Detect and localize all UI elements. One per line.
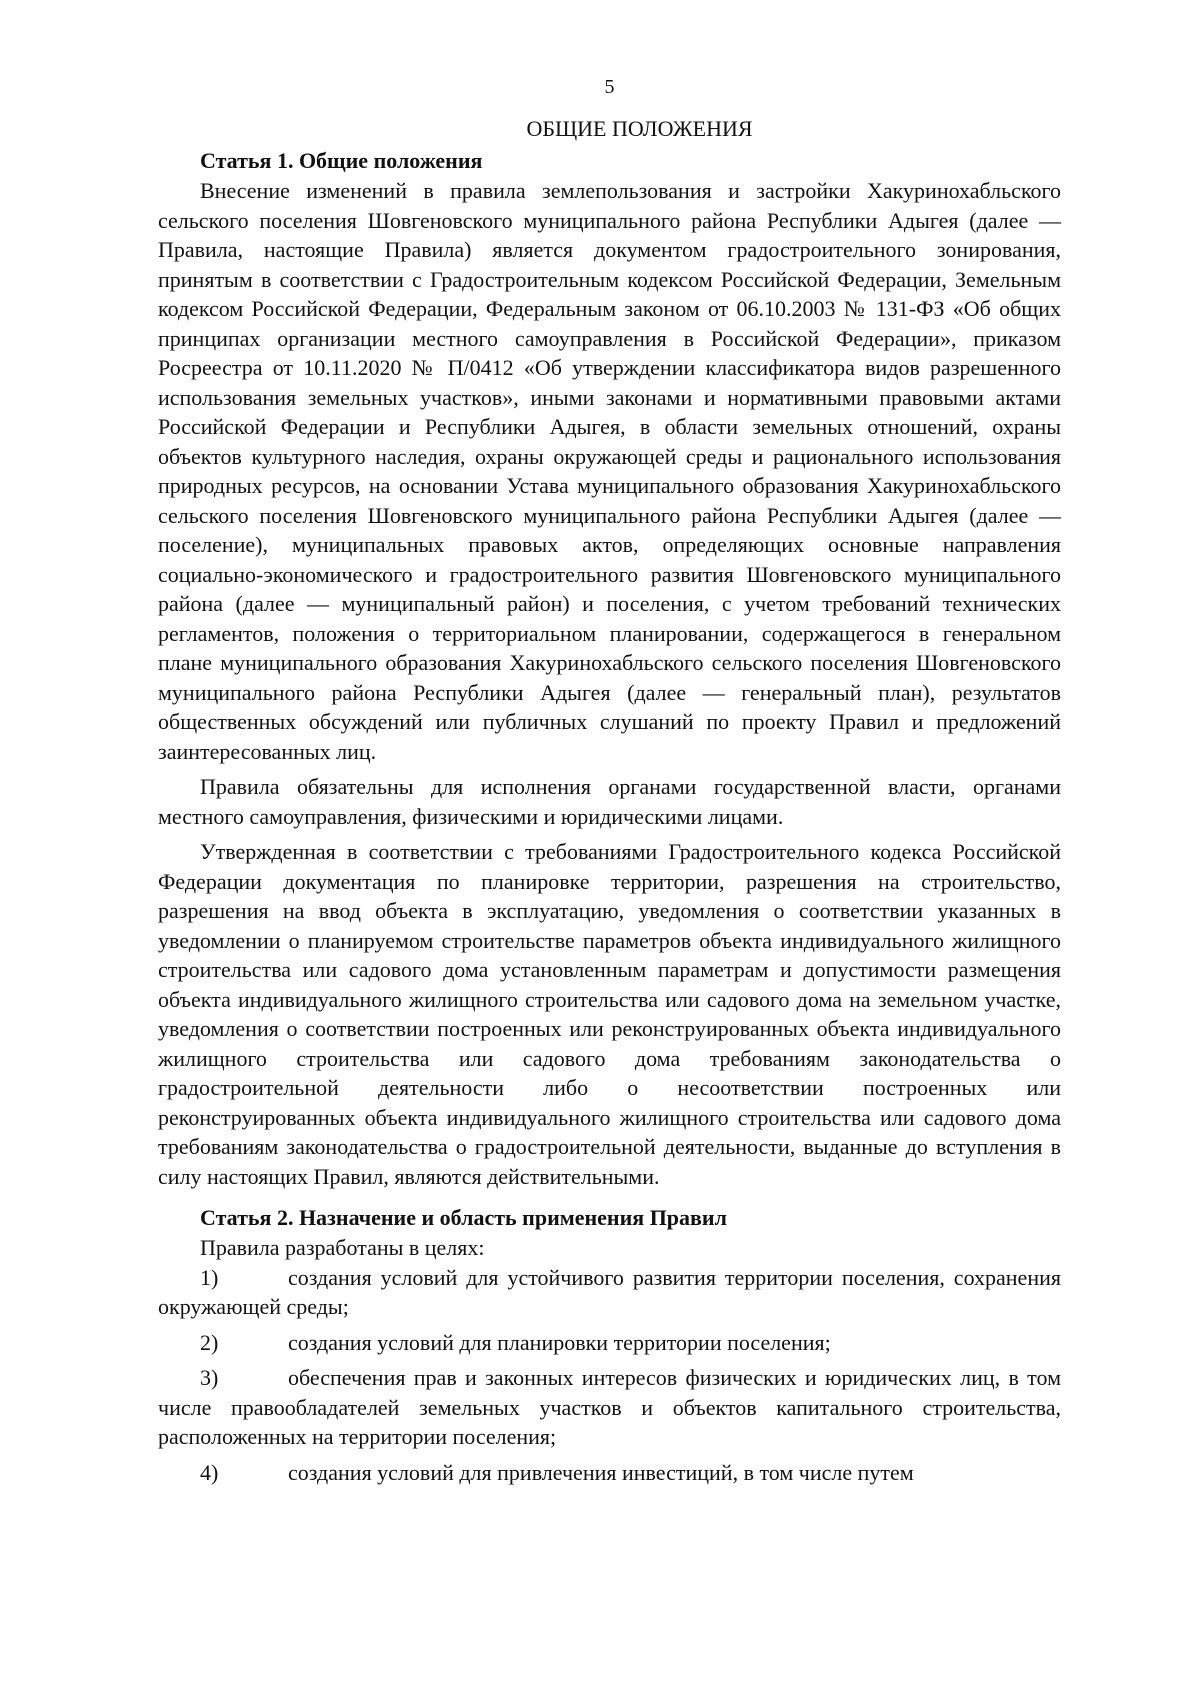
article-1-heading: Статья 1. Общие положения <box>200 148 483 173</box>
list-item <box>158 1458 1061 1488</box>
list-item <box>158 1263 1061 1322</box>
list-item-number: 4) <box>200 1459 219 1485</box>
list-item-number: 1) <box>200 1264 219 1290</box>
list-item-number: 2) <box>200 1329 219 1355</box>
page-number: 5 <box>604 76 615 98</box>
list-item-text: обеспечения прав и законных интересов физических и юридических лиц, в том числе правообладателей земельных участков и объектов капитального строительства, расположенных на территории поселения; <box>158 1365 1061 1449</box>
list-item <box>158 1328 1061 1358</box>
article-2-intro: Правила разработаны в целях: <box>200 1235 485 1260</box>
section-title: ОБЩИЕ ПОЛОЖЕНИЯ <box>526 116 753 141</box>
list-item <box>158 1363 1061 1452</box>
article-1-paragraph: Правила обязательны для исполнения органами государственной власти, органами местного самоуправления, физическими и юридическими лицами. <box>158 774 1061 829</box>
article-1-paragraph: Внесение изменений в правила землепользования и застройки Хакуринохабльского сельского поселения Шовгеновского муниципального района Республики Адыгея (далее — Правила, настоящие Правила) является документом градостроительного зонирования, принятым в соответствии с Градостроительным кодексом Российской Федерации, Земельным кодексом Российской Федерации, Федеральным законом от 06.10.2003 № 131-ФЗ «Об общих принципах организации местного самоуправления в Российской Федерации», приказом Росреестра от 10.11.2020 № П/0412 «Об утверждении классификатора видов разрешенного использования земельных участков», иными законами и нормативными правовыми актами Российской Федерации и Республики Адыгея, в области земельных отношений, охраны объектов культурного наследия, охраны окружающей среды и рационального использования природных ресурсов, на основании Устава муниципального образования Хакуринохабльского сельского поселения Шовгеновского муниципального района Республики Адыгея (далее — поселение), муниципальных правовых актов, определяющих основные направления социально-экономического и градостроительного развития Шовгеновского муниципального района (далее — муниципальный район) и поселения, с учетом требований технических регламентов, положения о территориальном планировании, содержащегося в генеральном плане муниципального образования Хакуринохабльского сельского поселения Шовгеновского муниципального района Республики Адыгея (далее — генеральный план), результатов общественных обсуждений или публичных слушаний по проекту Правил и предложений заинтересованных лиц. <box>158 178 1061 764</box>
document-page <box>158 60 1061 1493</box>
article-2-heading: Статья 2. Назначение и область применения Правил <box>200 1205 727 1230</box>
list-item-number: 3) <box>200 1365 219 1390</box>
list-item-text: создания условий для планировки территории поселения; <box>288 1329 831 1355</box>
list-item-text: создания условий для устойчивого развития территории поселения, сохранения окружающей среды; <box>158 1264 1061 1319</box>
article-1-paragraph: Утвержденная в соответствии с требованиями Градостроительного кодекса Российской Федерации документация по планировке территории, разрешения на строительство, разрешения на ввод объекта в эксплуатацию, уведомления о соответствии указанных в уведомлении о планируемом строительстве параметров объекта индивидуального жилищного строительства или садового дома установленным параметрам и допустимости размещения объекта индивидуального жилищного строительства или садового дома на земельном участке, уведомления о соответствии построенных или реконструированных объекта индивидуального жилищного строительства или садового дома требованиям законодательства о градостроительной деятельности либо о несоответствии построенных или реконструированных объекта индивидуального жилищного строительства или садового дома требованиям законодательства о градостроительной деятельности, выданные до вступления в силу настоящих Правил, являются действительными. <box>158 839 1061 1189</box>
list-item-text: создания условий для привлечения инвестиций, в том числе путем <box>288 1459 914 1485</box>
